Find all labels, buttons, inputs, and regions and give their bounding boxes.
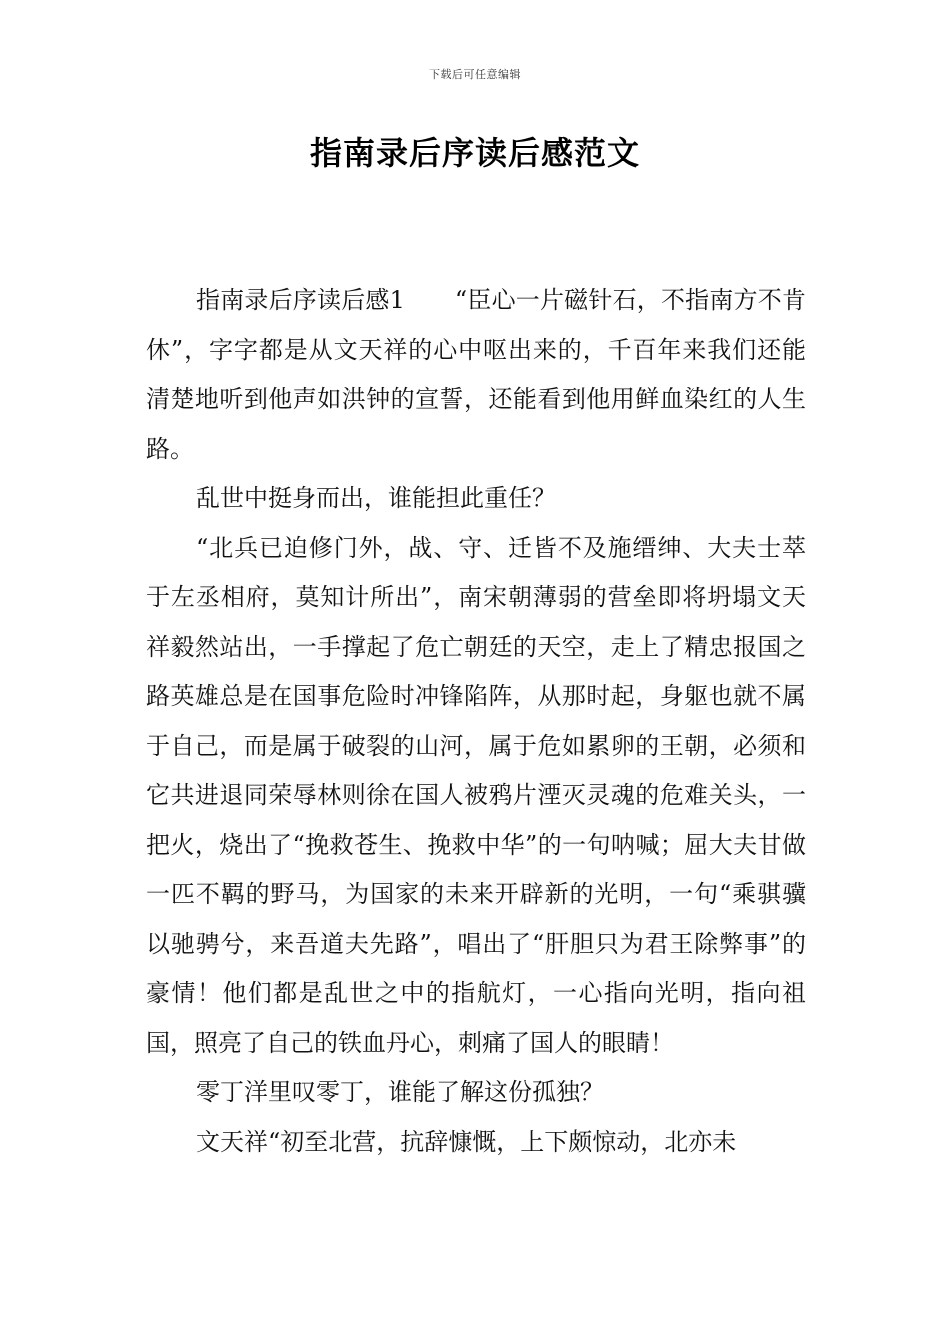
paragraph-text: “臣心一片磁针石，不指南方不肯休”，字字都是从文天祥的心中呕出来的，千百年来我们还能清楚地听到他声如洪钟的宣誓，还能看到他用鲜血染红的人生路。 [146, 286, 806, 463]
paragraph: 乱世中挺身而出，谁能担此重任？ [196, 484, 556, 512]
paragraph [146, 276, 806, 474]
header-note: 下载后可任意编辑 [429, 68, 521, 81]
paragraph: 文天祥“初至北营，抗辞慷慨，上下颇惊动，北亦未 [196, 1127, 737, 1156]
document-title: 指南录后序读后感范文 [309, 134, 640, 172]
paragraph: 零丁洋里叹零丁，谁能了解这份孤独？ [196, 1078, 604, 1106]
paragraph-lead: 指南录后序读后感1 [196, 286, 405, 314]
document-body [146, 276, 806, 1167]
paragraph: “北兵已迫修门外，战、守、迁皆不及施缙绅、大夫士萃于左丞相府，莫知计所出”，南宋朝薄弱的营垒即将坍塌文天祥毅然站出，一手撑起了危亡朝廷的天空，走上了精忠报国之路英雄总是在国事危险时冲锋陷阵，从那时起，身躯也就不属于自己，而是属于破裂的山河，属于危如累卵的王朝，必须和它共进退同荣辱林则徐在国人被鸦片湮灭灵魂的危难关头，一把火，烧出了“挽救苍生、挽救中华”的一句呐喊；屈大夫甘做一匹不羁的野马，为国家的未来开辟新的光明，一句“乘骐骥以驰骋兮，来吾道夫先路”，唱出了“肝胆只为君王除弊事”的豪情！他们都是乱世之中的指航灯，一心指向光明，指向祖国，照亮了自己的铁血丹心，刺痛了国人的眼睛！ [146, 533, 806, 1057]
